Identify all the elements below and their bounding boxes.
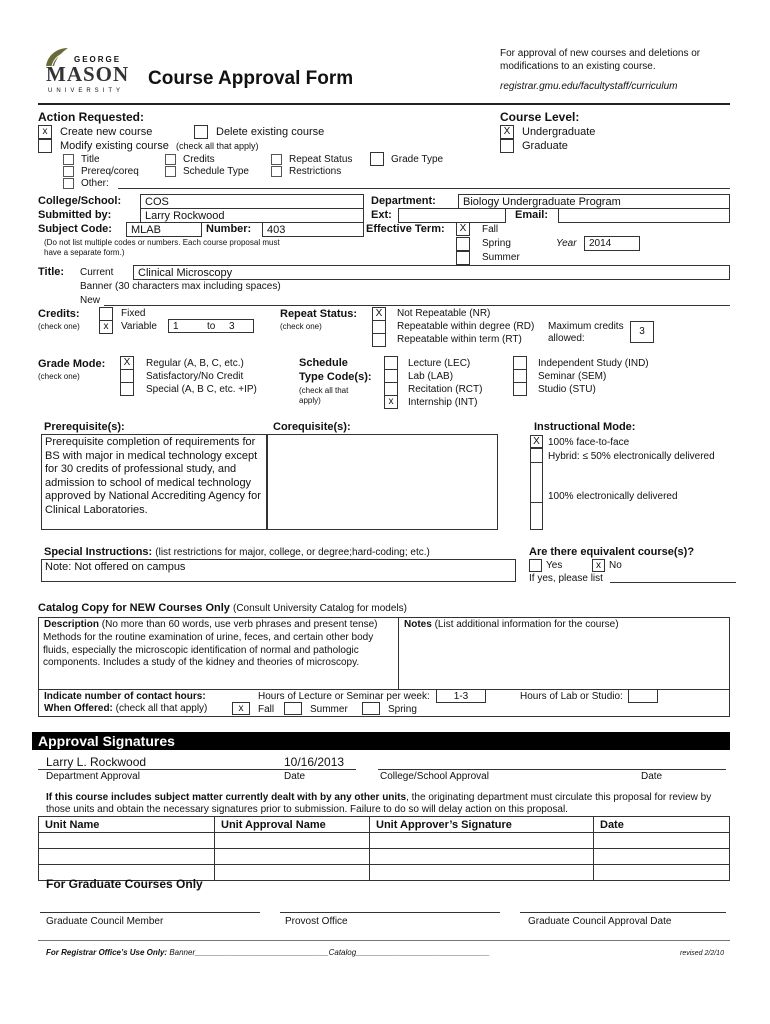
int-checkbox[interactable]: x [384, 395, 398, 409]
f2f-checkbox[interactable]: X [530, 435, 543, 448]
repeat-option: Repeat Status [289, 154, 353, 165]
catalog-heading-bold: Catalog Copy for NEW Courses Only [38, 602, 230, 614]
schedule-checkbox[interactable] [165, 166, 176, 177]
description-note: (No more than 60 words, use verb phrases and present tense) [101, 619, 378, 630]
contact-hours-label: Indicate number of contact hours: [44, 691, 206, 702]
credits-label: Credits: [38, 308, 80, 320]
repeatable-term-label: Repeatable within term (RT) [397, 334, 522, 345]
table-cell[interactable] [594, 865, 730, 881]
prereq-field[interactable]: Prerequisite completion of requirements for BS with major in medical technology except for 30 credits of professional study, and admission to school of medical technology approved by National Accrediting Agency for Clinical Laboratories. [41, 434, 267, 530]
notice-rest: , the originating department must circulate this proposal for review by [406, 792, 712, 803]
repeatable-degree-checkbox[interactable] [372, 320, 386, 334]
delete-label: Delete existing course [216, 126, 325, 138]
graduate-heading: For Graduate Courses Only [46, 877, 203, 891]
offered-fall-checkbox[interactable]: x [232, 702, 250, 715]
stu-checkbox[interactable] [513, 382, 527, 396]
logo-bottom: UNIVERSITY [48, 88, 125, 94]
credits-option: Credits [183, 154, 215, 165]
registrar-label: For Registrar Office’s Use Only: [46, 948, 168, 957]
header-note-2: modifications to an existing course. [500, 61, 656, 72]
number-label: Number: [206, 223, 252, 235]
table-cell[interactable] [39, 849, 215, 865]
undergrad-label: Undergraduate [522, 126, 596, 138]
schedule-note-2: apply) [299, 396, 321, 405]
offered-spring-checkbox[interactable] [362, 702, 380, 715]
notice-line-1 [46, 792, 711, 803]
rct-label: Recitation (RCT) [408, 384, 483, 395]
college-approval-line [378, 769, 726, 770]
effective-term-label: Effective Term: [366, 223, 445, 235]
current-title-label: Current [80, 267, 114, 278]
table-cell[interactable] [370, 865, 594, 881]
catalog-blank: Catalog______________________________ [328, 948, 490, 957]
catalog-row-divider [38, 689, 730, 690]
logo-top: GEORGE [74, 55, 122, 64]
council-line [40, 912, 260, 913]
undergrad-checkbox[interactable]: X [500, 125, 514, 139]
lab-hours-field[interactable] [628, 689, 658, 703]
catalog-heading [38, 602, 407, 614]
equiv-yes-label: Yes [546, 560, 563, 571]
special-grade-label: Special (A, B C, etc. +IP) [146, 384, 257, 395]
create-label: Create new course [60, 126, 153, 138]
schedule-type-label: Schedule [299, 357, 348, 369]
fixed-checkbox[interactable] [99, 307, 113, 321]
sat-grade-checkbox[interactable] [120, 369, 134, 383]
submitted-label: Submitted by: [38, 209, 112, 221]
grade-type-checkbox[interactable] [370, 152, 384, 166]
units-table [38, 816, 730, 881]
coreq-label: Corequisite(s): [273, 421, 351, 433]
approver-name[interactable]: Larry L. Rockwood [46, 755, 147, 769]
ind-label: Independent Study (IND) [538, 358, 649, 369]
table-cell[interactable] [39, 833, 215, 849]
new-title-line[interactable] [104, 305, 730, 306]
year-field[interactable]: 2014 [584, 236, 640, 251]
approval-heading: Approval Signatures [32, 732, 730, 750]
regular-grade-label: Regular (A, B, C, etc.) [146, 358, 244, 369]
grade-check-note: (check one) [38, 372, 80, 381]
hybrid-checkbox[interactable] [530, 462, 543, 463]
equiv-no-label: No [609, 560, 622, 571]
regular-grade-checkbox[interactable]: X [120, 356, 134, 370]
lecture-hours-field[interactable]: 1-3 [436, 689, 486, 703]
submitted-field[interactable]: Larry Rockwood [140, 208, 364, 223]
department-field[interactable]: Biology Undergraduate Program [458, 194, 730, 209]
code-note-1: (Do not list multiple codes or numbers. Each course proposal must [44, 238, 280, 247]
lec-label: Lecture (LEC) [408, 358, 471, 369]
modify-label: Modify existing course [60, 140, 169, 152]
col-unit-name: Unit Name [39, 817, 215, 833]
modify-note: (check all that apply) [176, 141, 259, 151]
college-field[interactable]: COS [140, 194, 364, 209]
new-title-label: New [80, 295, 101, 306]
when-offered-note: (check all that apply) [115, 703, 208, 714]
action-heading: Action Requested: [38, 110, 145, 124]
lab-label: Lab (LAB) [408, 371, 454, 382]
fall-term-checkbox[interactable]: X [456, 222, 470, 236]
notes-note: (List additional information for the course) [434, 619, 619, 630]
ext-field[interactable] [398, 208, 506, 223]
lab-checkbox[interactable] [384, 369, 398, 383]
offered-fall-label: Fall [258, 704, 275, 715]
notice-line-2: those units and obtain the necessary signatures prior to submission. Failure to do so will delay action on this proposal. [46, 804, 568, 815]
prereq-label: Prerequisite(s): [44, 421, 125, 433]
year-label: Year [556, 238, 577, 249]
code-note-2: have a separate form.) [44, 248, 125, 257]
title-checkbox[interactable] [63, 154, 74, 165]
college-date-label: Date [641, 771, 663, 782]
provost-label: Provost Office [285, 916, 348, 927]
subject-label: Subject Code: [38, 223, 112, 235]
equiv-yes-checkbox[interactable] [529, 559, 542, 572]
repeat-checkbox[interactable] [271, 154, 282, 165]
notice-bold: If this course includes subject matter currently dealt with by any other units [46, 792, 407, 803]
restrictions-option: Restrictions [289, 166, 342, 177]
instructional-mode-label: Instructional Mode: [534, 421, 636, 433]
grade-type-option: Grade Type [391, 154, 444, 165]
council-member-label: Graduate Council Member [46, 916, 164, 927]
registrar-use [46, 948, 490, 957]
description-label-bold: Description [44, 619, 100, 630]
sem-checkbox[interactable] [513, 369, 527, 383]
table-cell[interactable] [594, 849, 730, 865]
col-signature: Unit Approver’s Signature [370, 817, 594, 833]
college-approval-label: College/School Approval [380, 771, 489, 782]
footer-divider [38, 940, 730, 941]
fall-term-label: Fall [482, 224, 499, 235]
online-checkbox[interactable] [530, 502, 543, 503]
description-field[interactable]: Methods for the routine examination of urine, feces, and certain other body fluids, especially the microscopic identification of normal and pathologic components. Includes a study of the kidney and theories of microscopy. [40, 631, 396, 687]
email-field[interactable] [558, 208, 730, 223]
catalog-divider [398, 617, 399, 689]
variable-credits-field[interactable] [168, 319, 254, 333]
stu-label: Studio (STU) [538, 384, 596, 395]
not-repeatable-label: Not Repeatable (NR) [397, 308, 491, 319]
table-cell[interactable] [594, 833, 730, 849]
max-credits-label: Maximum credits [548, 321, 624, 332]
dept-date-label: Date [284, 771, 306, 782]
council-date-line [520, 912, 726, 913]
variable-checkbox[interactable]: x [99, 320, 113, 334]
table-cell[interactable] [370, 849, 594, 865]
sat-grade-label: Satisfactory/No Credit [146, 371, 244, 382]
summer-term-checkbox[interactable] [456, 251, 470, 265]
repeatable-degree-label: Repeatable within degree (RD) [397, 321, 535, 332]
title-label: Title: [38, 266, 65, 278]
special-label-bold: Special Instructions: [44, 546, 153, 558]
table-cell[interactable] [215, 833, 370, 849]
fixed-label: Fixed [121, 308, 146, 319]
form-title: Course Approval Form [148, 68, 354, 89]
grade-mode-label: Grade Mode: [38, 358, 106, 370]
lecture-hours-label: Hours of Lecture or Seminar per week: [258, 691, 430, 702]
notes-label-bold: Notes [404, 619, 432, 630]
f2f-label: 100% face-to-face [548, 437, 630, 448]
create-checkbox[interactable]: x [38, 125, 52, 139]
online-label: 100% electronically delivered [548, 491, 678, 502]
restrictions-checkbox[interactable] [271, 166, 282, 177]
when-offered-bold: When Offered: [44, 703, 113, 714]
spring-term-label: Spring [482, 238, 511, 249]
coreq-field[interactable] [267, 434, 498, 530]
description-label [44, 619, 378, 630]
title-option: Title [81, 154, 100, 165]
hybrid-label: Hybrid: ≤ 50% electronically delivered [548, 451, 715, 462]
max-credits-field[interactable]: 3 [630, 321, 654, 343]
mode-options-column [530, 448, 543, 530]
spring-term-checkbox[interactable] [456, 237, 470, 251]
credits-check-note: (check one) [38, 322, 80, 331]
grad-label: Graduate [522, 140, 568, 152]
header-url[interactable]: registrar.gmu.edu/facultystaff/curriculum [500, 81, 678, 92]
lab-hours-label: Hours of Lab or Studio: [520, 691, 623, 702]
current-title-field[interactable]: Clinical Microscopy [133, 265, 730, 280]
grad-checkbox[interactable] [500, 139, 514, 153]
catalog-note: (Consult University Catalog for models) [232, 603, 407, 614]
special-note: (list restrictions for major, college, or degree;hard-coding; etc.) [155, 547, 430, 558]
table-cell[interactable] [215, 865, 370, 881]
schedule-note-1: (check all that [299, 386, 349, 395]
other-checkbox[interactable] [63, 178, 74, 189]
department-label: Department: [371, 195, 436, 207]
sem-label: Seminar (SEM) [538, 371, 607, 382]
other-option: Other: [81, 178, 109, 189]
table-cell[interactable] [370, 833, 594, 849]
email-label: Email: [515, 209, 549, 221]
banner-title-label: Banner (30 characters max including spaces) [80, 281, 281, 292]
lec-checkbox[interactable] [384, 356, 398, 370]
when-offered-label [44, 703, 207, 714]
equiv-list-label: If yes, please list [529, 573, 603, 584]
table-row [39, 849, 730, 865]
modify-checkbox[interactable] [38, 139, 52, 153]
prereq-checkbox[interactable] [63, 166, 74, 177]
credits-to-label: to [207, 321, 216, 332]
subject-field[interactable]: MLAB [126, 222, 202, 237]
logo-main: MASON [46, 62, 130, 86]
offered-spring-label: Spring [388, 704, 417, 715]
prereq-option: Prereq/coreq [81, 166, 139, 177]
variable-label: Variable [121, 321, 157, 332]
not-repeatable-checkbox[interactable]: X [372, 307, 386, 321]
number-field[interactable]: 403 [262, 222, 364, 237]
col-unit-approval: Unit Approval Name [215, 817, 370, 833]
offered-summer-checkbox[interactable] [284, 702, 302, 715]
credits-checkbox[interactable] [165, 154, 176, 165]
ind-checkbox[interactable] [513, 356, 527, 370]
other-line[interactable] [118, 188, 730, 189]
special-field[interactable]: Note: Not offered on campus [41, 559, 516, 582]
dept-approval-line [38, 769, 356, 770]
special-grade-checkbox[interactable] [120, 382, 134, 396]
approval-date[interactable]: 10/16/2013 [284, 755, 345, 769]
schedule-type-label-2: Type Code(s): [299, 371, 372, 383]
col-date: Date [594, 817, 730, 833]
repeat-status-label: Repeat Status: [280, 308, 358, 320]
max-credits-label-2: allowed: [548, 333, 585, 344]
repeat-check-note: (check one) [280, 322, 322, 331]
college-label: College/School: [38, 195, 122, 207]
credits-to: 3 [229, 321, 235, 332]
equiv-no-checkbox[interactable]: x [592, 559, 605, 572]
notes-label [404, 619, 619, 630]
equiv-label: Are there equivalent course(s)? [529, 546, 695, 558]
ext-label: Ext: [371, 209, 392, 221]
units-header-row [39, 817, 730, 833]
int-label: Internship (INT) [408, 397, 478, 408]
summer-term-label: Summer [482, 252, 520, 263]
rct-checkbox[interactable] [384, 382, 398, 396]
council-date-label: Graduate Council Approval Date [528, 916, 672, 927]
table-row [39, 833, 730, 849]
level-heading: Course Level: [500, 110, 580, 124]
revised-date: revised 2/2/10 [680, 950, 724, 957]
header-divider [38, 103, 730, 105]
offered-summer-label: Summer [310, 704, 348, 715]
provost-line [280, 912, 500, 913]
table-cell[interactable] [215, 849, 370, 865]
special-label [44, 546, 430, 558]
credits-from: 1 [173, 321, 179, 332]
delete-checkbox[interactable] [194, 125, 208, 139]
dept-approval-label: Department Approval [46, 771, 140, 782]
schedule-option: Schedule Type [183, 166, 249, 177]
banner-blank: Banner______________________________ [169, 948, 329, 957]
repeatable-term-checkbox[interactable] [372, 333, 386, 347]
header-note-1: For approval of new courses and deletions or [500, 48, 701, 59]
equiv-list-line[interactable] [610, 582, 736, 583]
